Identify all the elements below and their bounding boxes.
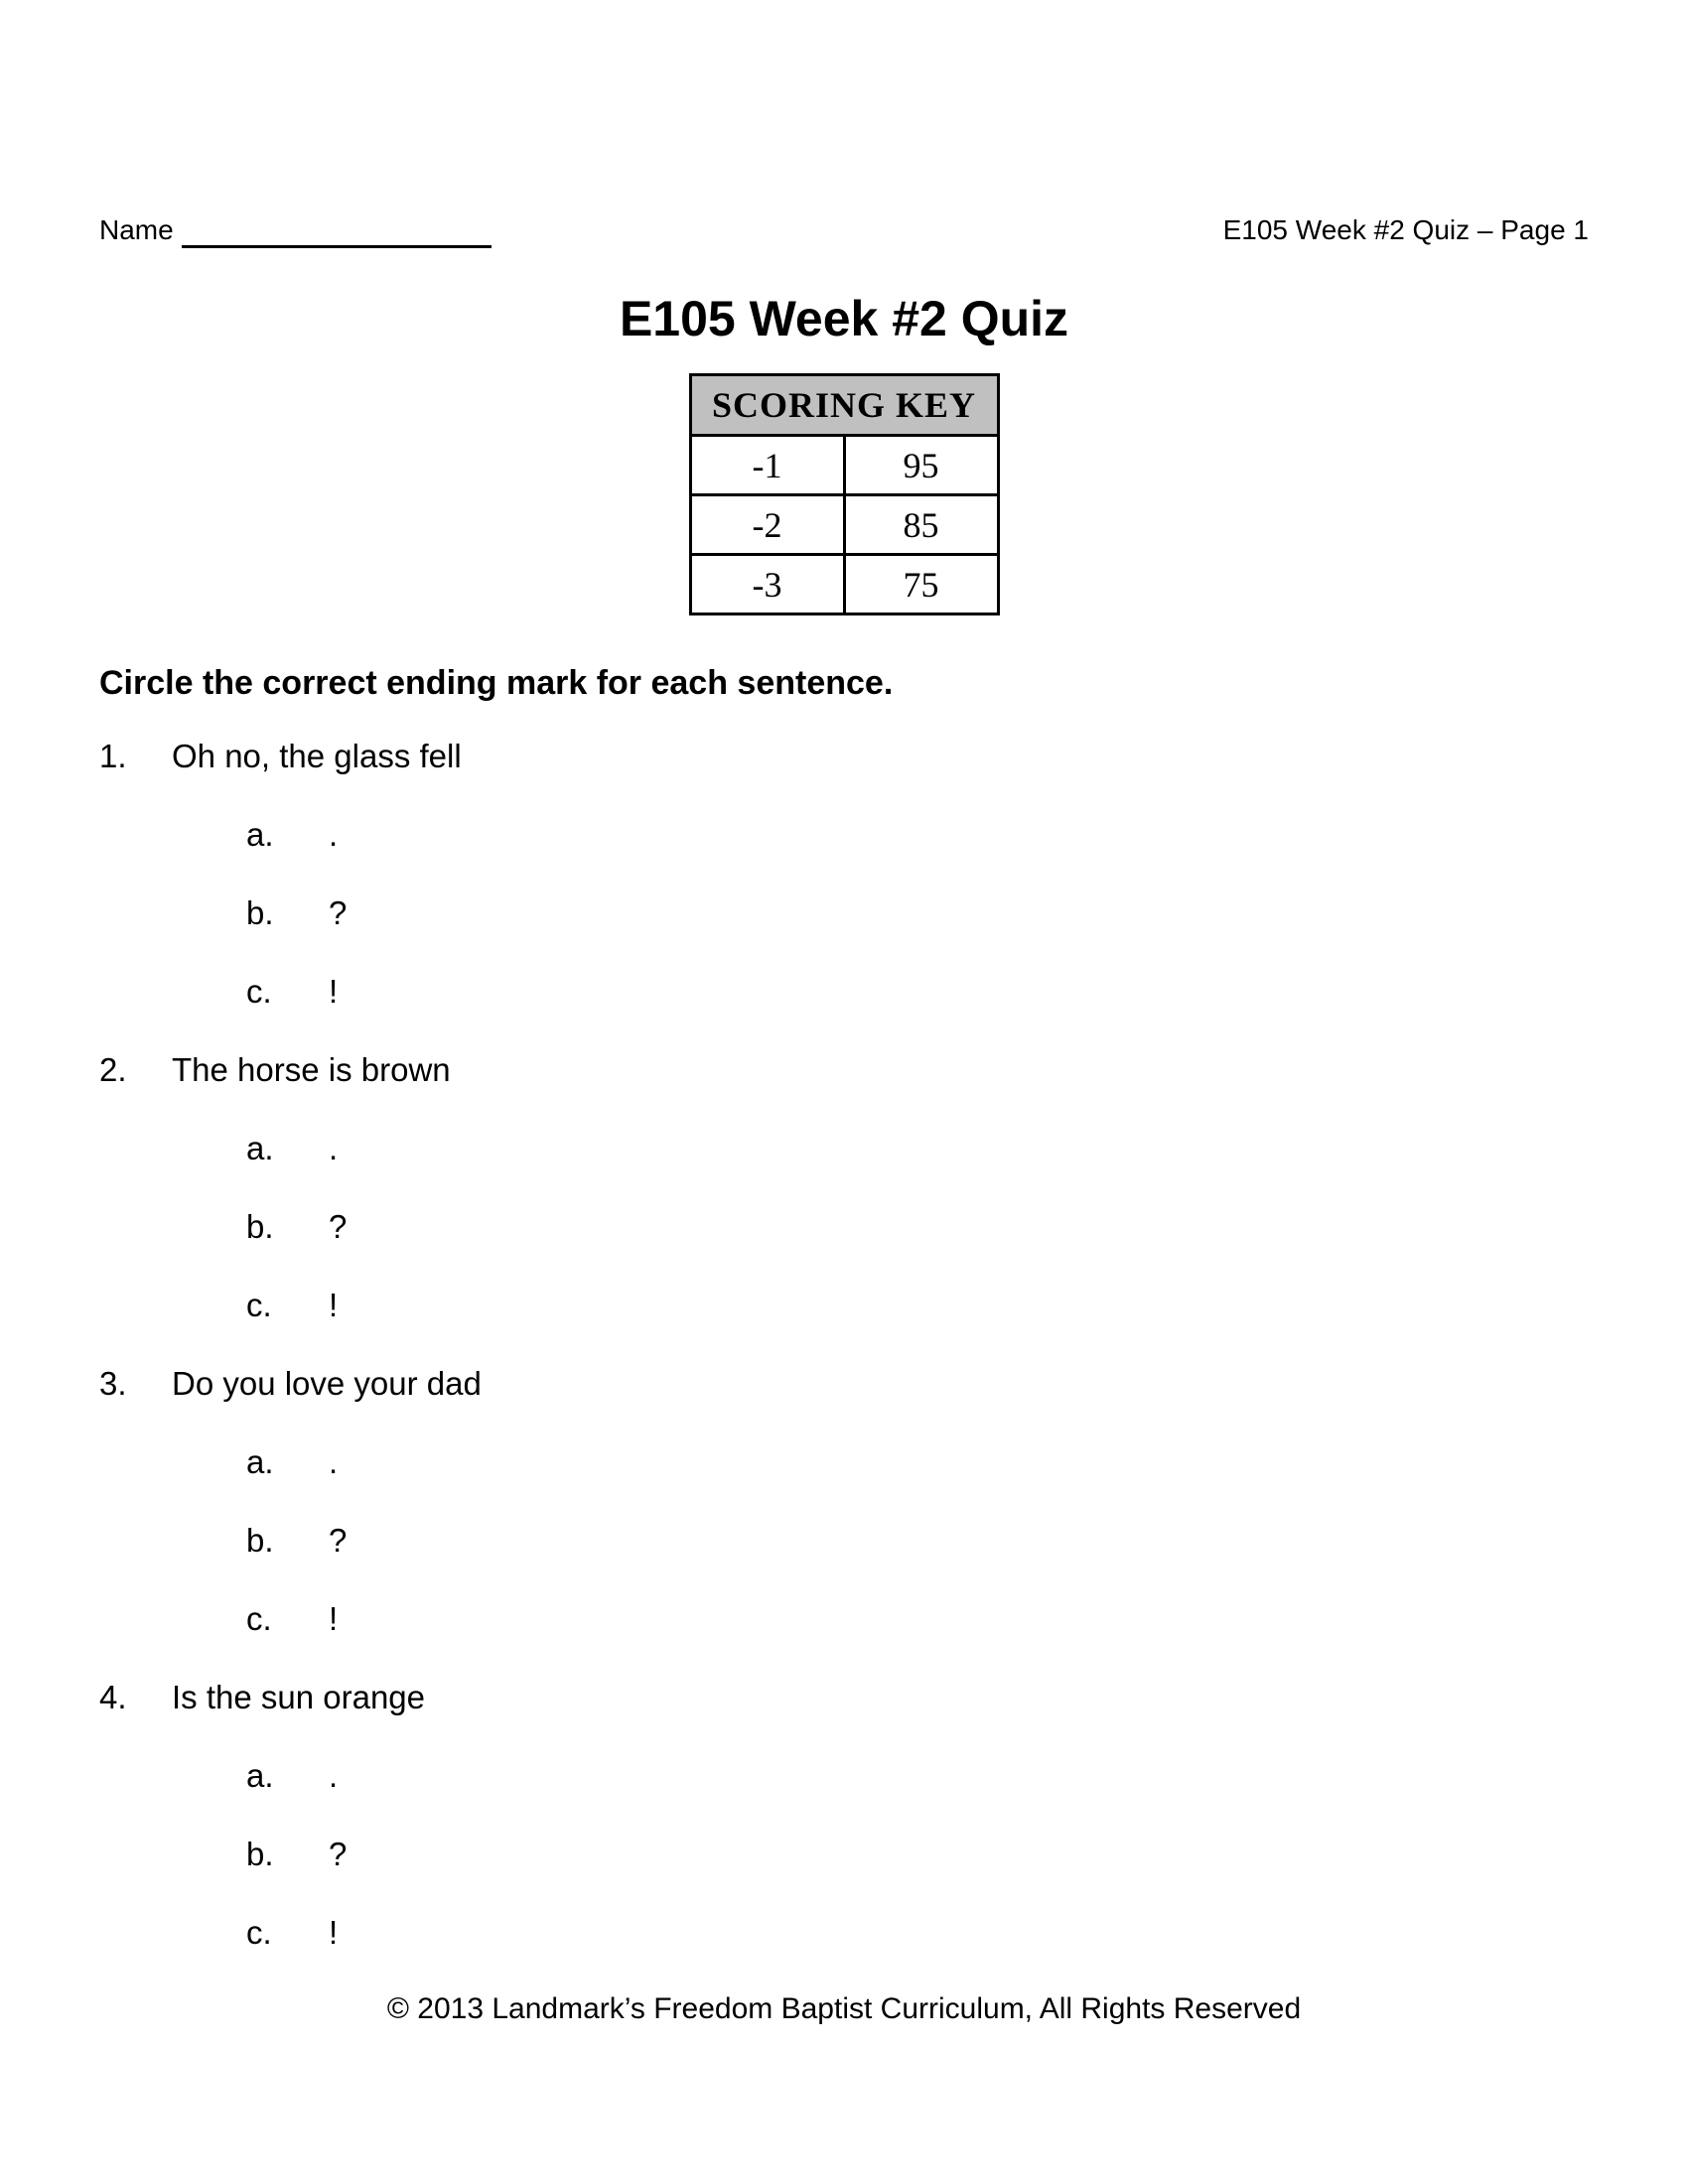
deduction-cell: -2 xyxy=(690,495,844,555)
table-row xyxy=(690,555,998,614)
question-1-option-c[interactable] xyxy=(99,970,1589,1014)
scoring-key-header: SCORING KEY xyxy=(690,375,998,436)
page-header xyxy=(99,208,1589,248)
option-letter: b. xyxy=(246,1836,274,1872)
name-field-group xyxy=(99,211,492,248)
option-letter: b. xyxy=(246,894,274,931)
question-number: 2. xyxy=(99,1051,127,1088)
option-letter: a. xyxy=(246,816,274,853)
question-3-option-a[interactable] xyxy=(99,1440,1589,1484)
question-list xyxy=(99,735,1589,1955)
question-text: Is the sun orange xyxy=(172,1679,426,1715)
option-letter: c. xyxy=(246,973,272,1010)
name-label: Name xyxy=(99,214,174,245)
question-3-option-b[interactable] xyxy=(99,1519,1589,1563)
option-mark: . xyxy=(329,1130,339,1166)
option-mark: ? xyxy=(329,1208,348,1245)
quiz-title: E105 Week #2 Quiz xyxy=(619,291,1069,346)
question-4-option-a[interactable] xyxy=(99,1754,1589,1798)
score-cell: 75 xyxy=(844,555,998,614)
option-letter: a. xyxy=(246,1757,274,1794)
question-4-option-b[interactable] xyxy=(99,1833,1589,1876)
question-2 xyxy=(99,1048,1589,1092)
deduction-cell: -1 xyxy=(690,436,844,495)
option-letter: b. xyxy=(246,1208,274,1245)
question-number: 3. xyxy=(99,1365,127,1402)
quiz-instruction: Circle the correct ending mark for each sentence. xyxy=(99,664,894,702)
option-letter: c. xyxy=(246,1914,272,1951)
table-row xyxy=(690,436,998,495)
score-cell: 85 xyxy=(844,495,998,555)
option-mark: ? xyxy=(329,1522,348,1559)
option-letter: b. xyxy=(246,1522,274,1559)
option-letter: c. xyxy=(246,1287,272,1323)
option-mark: ? xyxy=(329,894,348,931)
option-letter: a. xyxy=(246,1130,274,1166)
option-mark: ! xyxy=(329,973,339,1010)
scoring-key-header-row xyxy=(690,375,998,436)
option-mark: ! xyxy=(329,1287,339,1323)
question-2-option-a[interactable] xyxy=(99,1127,1589,1170)
table-row xyxy=(690,495,998,555)
question-1-option-a[interactable] xyxy=(99,813,1589,857)
question-4 xyxy=(99,1676,1589,1719)
page-header-right: E105 Week #2 Quiz – Page 1 xyxy=(1222,214,1589,245)
question-2-option-b[interactable] xyxy=(99,1205,1589,1249)
deduction-cell: -3 xyxy=(690,555,844,614)
question-text: Oh no, the glass fell xyxy=(172,738,462,774)
option-mark: ! xyxy=(329,1600,339,1637)
question-4-option-c[interactable] xyxy=(99,1911,1589,1955)
option-mark: ! xyxy=(329,1914,339,1951)
question-2-option-c[interactable] xyxy=(99,1284,1589,1327)
question-1 xyxy=(99,735,1589,778)
option-mark: . xyxy=(329,1757,339,1794)
question-text: Do you love your dad xyxy=(172,1365,482,1402)
question-number: 1. xyxy=(99,738,127,774)
option-letter: c. xyxy=(246,1600,272,1637)
option-mark: ? xyxy=(329,1836,348,1872)
question-text: The horse is brown xyxy=(172,1051,451,1088)
option-mark: . xyxy=(329,816,339,853)
option-mark: . xyxy=(329,1443,339,1480)
question-3 xyxy=(99,1362,1589,1406)
option-letter: a. xyxy=(246,1443,274,1480)
question-3-option-c[interactable] xyxy=(99,1597,1589,1641)
scoring-key-table xyxy=(689,373,1000,615)
question-number: 4. xyxy=(99,1679,127,1715)
question-1-option-b[interactable] xyxy=(99,891,1589,935)
copyright-footer: © 2013 Landmark’s Freedom Baptist Curriculum, All Rights Reserved xyxy=(386,1992,1302,2025)
score-cell: 95 xyxy=(844,436,998,495)
name-blank-line[interactable] xyxy=(182,211,492,248)
